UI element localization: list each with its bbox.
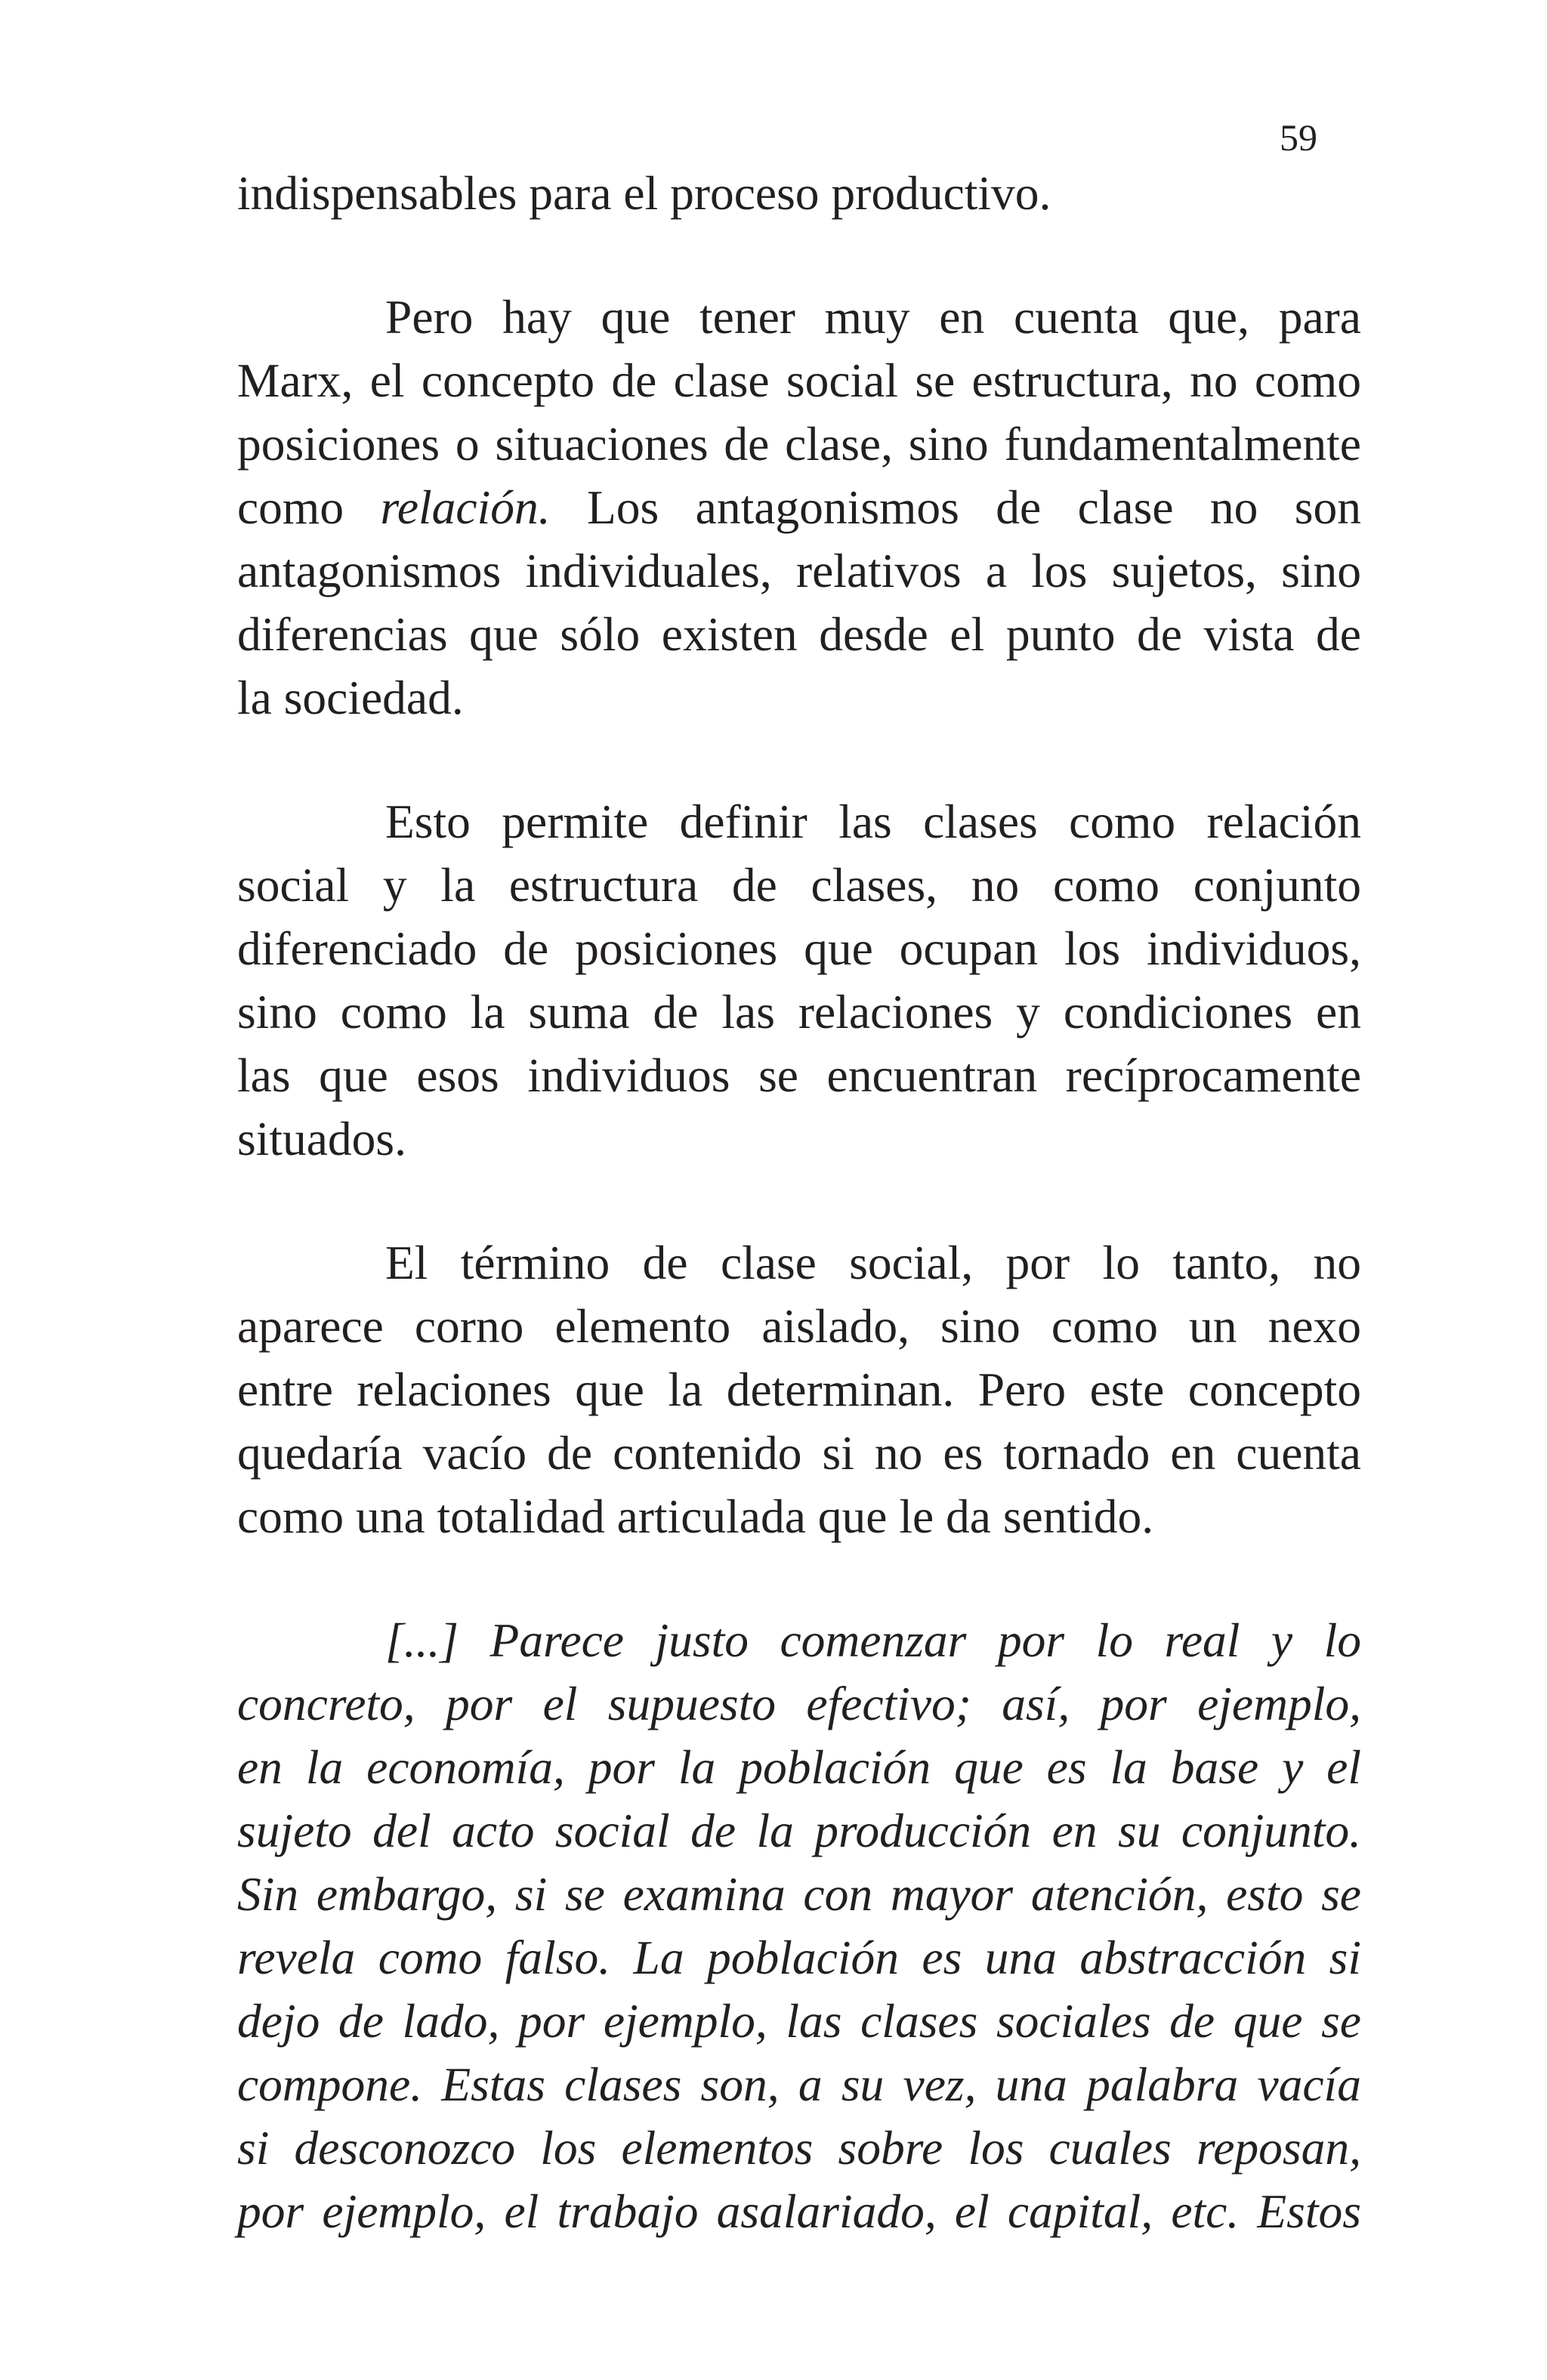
text-line: revela como falso. La población es una abstracción si bbox=[237, 1931, 1361, 1984]
text-line: como una totalidad articulada que le da sentido. bbox=[237, 1489, 1154, 1543]
text-line bbox=[237, 476, 1361, 539]
text-line: la sociedad. bbox=[237, 671, 464, 724]
text-line: las que esos individuos se encuentran recíprocamente bbox=[237, 1048, 1361, 1102]
paragraph-quotation bbox=[237, 1609, 1361, 2243]
text-line: por ejemplo, el trabajo asalariado, el capital, etc. Estos bbox=[237, 2184, 1361, 2238]
text-line: entre relaciones que la determinan. Pero este concepto bbox=[237, 1363, 1361, 1416]
text-fragment: como bbox=[237, 480, 381, 534]
text-line: si desconozco los elementos sobre los cuales reposan, bbox=[237, 2121, 1361, 2175]
paragraph-marx-class-relation bbox=[237, 286, 1361, 730]
text-fragment: Los antagonismos de clase no son bbox=[550, 480, 1362, 534]
text-line: sujeto del acto social de la producción en su conjunto. bbox=[237, 1804, 1361, 1857]
italic-term-relacion: relación. bbox=[380, 480, 551, 534]
text-line: [...] Parece justo comenzar por lo real y lo bbox=[385, 1613, 1361, 1667]
body-text bbox=[237, 162, 1361, 2243]
text-line: concreto, por el supuesto efectivo; así, por ejemplo, bbox=[237, 1677, 1361, 1730]
text-line: Marx, el concepto de clase social se estructura, no como bbox=[237, 353, 1361, 407]
text-line: El término de clase social, por lo tanto, no bbox=[385, 1236, 1361, 1289]
text-line: diferencias que sólo existen desde el punto de vista de bbox=[237, 607, 1361, 661]
paragraph-social-class-term bbox=[237, 1231, 1361, 1548]
text-line: diferenciado de posiciones que ocupan los individuos, bbox=[237, 921, 1361, 975]
text-line: aparece corno elemento aislado, sino como un nexo bbox=[237, 1299, 1361, 1353]
text-line: situados. bbox=[237, 1112, 407, 1165]
text-line: dejo de lado, por ejemplo, las clases sociales de que se bbox=[237, 1994, 1361, 2048]
paragraph-class-structure bbox=[237, 790, 1361, 1171]
text-line: compone. Estas clases son, a su vez, una palabra vacía bbox=[237, 2057, 1361, 2111]
text-line: en la economía, por la población que es la base y el bbox=[237, 1740, 1361, 1794]
text-line: posiciones o situaciones de clase, sino fundamentalmente bbox=[237, 417, 1361, 471]
text-line: Sin embargo, si se examina con mayor atención, esto se bbox=[237, 1867, 1361, 1921]
paragraph-continuation bbox=[237, 162, 1361, 225]
text-line: quedaría vacío de contenido si no es tornado en cuenta bbox=[237, 1426, 1361, 1480]
text-line: sino como la suma de las relaciones y condiciones en bbox=[237, 985, 1361, 1039]
text-line: social y la estructura de clases, no como conjunto bbox=[237, 858, 1361, 912]
text-line: indispensables para el proceso productivo. bbox=[237, 166, 1051, 220]
text-line: Esto permite definir las clases como relación bbox=[385, 795, 1361, 848]
text-line: antagonismos individuales, relativos a los sujetos, sino bbox=[237, 544, 1361, 597]
text-line: Pero hay que tener muy en cuenta que, para bbox=[385, 290, 1361, 344]
page-number: 59 bbox=[1280, 116, 1317, 159]
